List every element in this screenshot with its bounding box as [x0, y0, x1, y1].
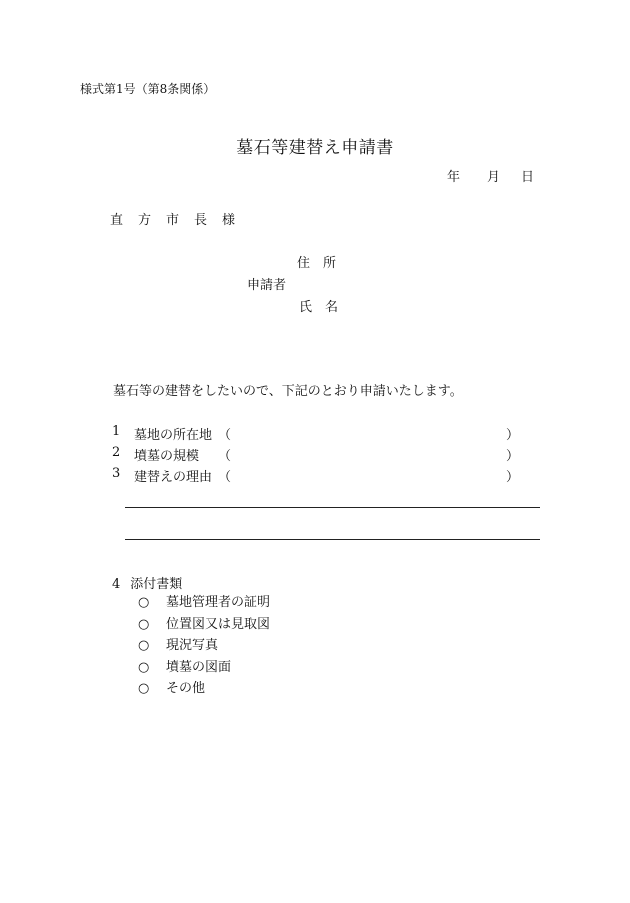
item-label: 墳墓の規模 — [134, 449, 200, 464]
attachments-list — [138, 595, 270, 703]
attachments-label: 添付書類 — [130, 577, 183, 592]
circle-bullet-icon: ○ — [138, 638, 150, 654]
reason-line — [125, 507, 540, 508]
page-title: 墓石等建替え申請書 — [236, 138, 394, 158]
reason-line — [125, 539, 540, 540]
attachments-number: 4 — [112, 577, 121, 592]
intro-text: 墓石等の建替をしたいので、下記のとおり申請いたします。 — [113, 384, 463, 399]
list-item — [138, 638, 270, 660]
close-paren: ） — [506, 470, 520, 485]
date-year-label: 年 — [447, 170, 461, 185]
addressee-name: 直 方 市 長 — [110, 213, 209, 228]
list-item — [138, 617, 270, 639]
applicant-address-label: 住 所 — [297, 256, 337, 271]
list-item — [138, 595, 270, 617]
close-paren: ） — [506, 428, 520, 443]
item-rebuild-reason — [112, 466, 532, 484]
circle-bullet-icon: ○ — [138, 595, 150, 610]
close-paren: ） — [506, 449, 520, 464]
circle-bullet-icon: ○ — [138, 681, 150, 697]
attachments-heading — [112, 573, 182, 592]
list-item-label: その他 — [166, 681, 206, 697]
list-item-label: 墓地管理者の証明 — [166, 595, 271, 610]
circle-bullet-icon: ○ — [138, 616, 150, 632]
item-number: 1 — [112, 424, 121, 439]
open-paren: （ — [218, 449, 232, 464]
applicant-name-label: 氏 名 — [299, 300, 339, 315]
date-month-label: 月 — [487, 170, 501, 185]
list-item — [138, 681, 270, 703]
date-day-label: 日 — [521, 170, 535, 185]
addressee-honorific: 様 — [222, 213, 237, 228]
applicant-label: 申請者 — [247, 278, 287, 293]
open-paren: （ — [218, 428, 232, 443]
list-item-label: 墳墓の図面 — [166, 659, 232, 675]
addressee — [110, 209, 236, 228]
item-label: 建替えの理由 — [134, 470, 213, 485]
item-tomb-size — [112, 445, 532, 463]
list-item — [138, 660, 270, 682]
circle-bullet-icon: ○ — [138, 659, 150, 675]
item-cemetery-location — [112, 424, 532, 442]
item-number: 3 — [112, 466, 121, 481]
open-paren: （ — [218, 470, 232, 485]
form-number: 様式第1号（第8条関係） — [80, 82, 216, 96]
item-number: 2 — [112, 445, 121, 460]
list-item-label: 現況写真 — [166, 638, 219, 654]
list-item-label: 位置図又は見取図 — [166, 616, 271, 632]
item-label: 墓地の所在地 — [134, 428, 213, 443]
